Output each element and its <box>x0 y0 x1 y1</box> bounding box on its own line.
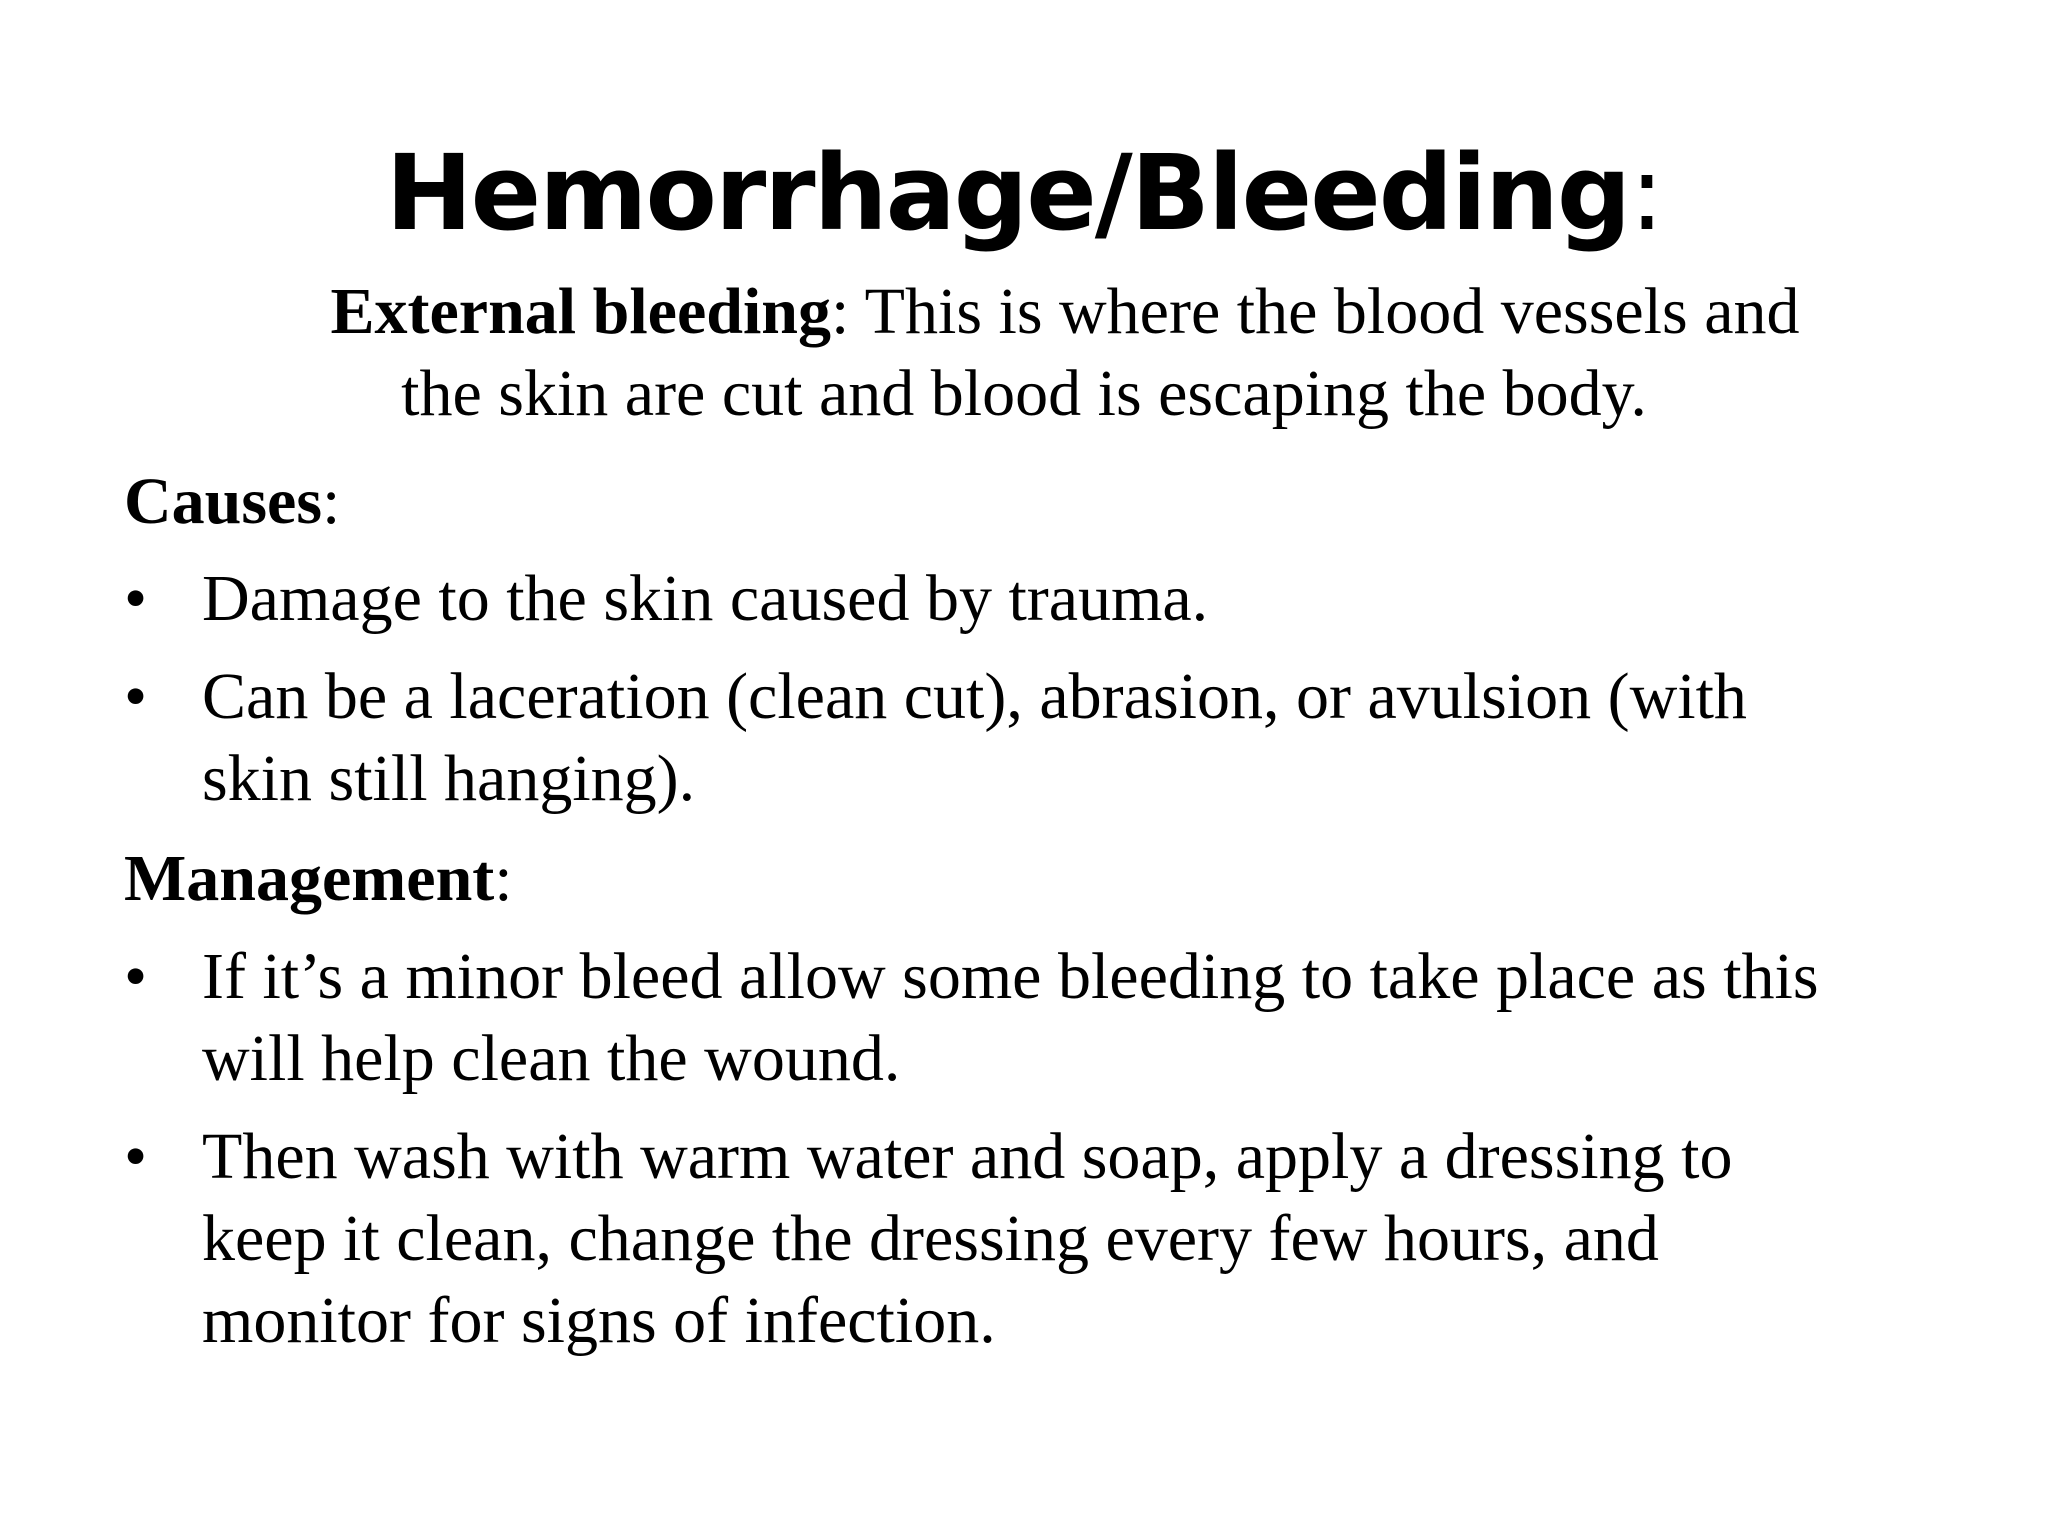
intro-line-1 <box>0 271 2048 353</box>
causes-item-2-line-2: skin still hanging). <box>202 742 696 815</box>
bullet-dot: • <box>124 562 148 635</box>
management-heading <box>124 838 513 920</box>
bullet-dot: • <box>124 1120 148 1193</box>
management-item-1-line-2: will help clean the wound. <box>202 1022 901 1095</box>
causes-item-1-line-1: Damage to the skin caused by trauma. <box>202 562 1209 635</box>
slide-title-text: Hemorrhage/Bleeding <box>385 132 1630 254</box>
bullet-dot: • <box>124 660 148 733</box>
management-item-2-line-3: monitor for signs of infection. <box>202 1284 996 1357</box>
management-heading-text: Management <box>124 842 495 915</box>
intro-term: External bleeding <box>330 275 832 348</box>
intro-line-1-rest: : This is where the blood vessels and <box>831 275 1800 348</box>
causes-heading <box>124 461 340 543</box>
intro-paragraph <box>0 271 2048 435</box>
causes-item-2-line-1: Can be a laceration (clean cut), abrasion, or avulsion (with <box>202 660 1747 733</box>
management-item-2-line-1: Then wash with warm water and soap, apply a dressing to <box>202 1120 1733 1193</box>
management-item-1-line-1: If it’s a minor bleed allow some bleeding to take place as this <box>202 940 1819 1013</box>
management-heading-colon: : <box>494 842 513 915</box>
causes-heading-text: Causes <box>124 465 323 538</box>
management-item-2-line-2: keep it clean, change the dressing every few hours, and <box>202 1202 1659 1275</box>
slide-title <box>0 128 2048 258</box>
bullet-dot: • <box>124 940 148 1013</box>
slide-title-colon: : <box>1629 132 1663 254</box>
intro-line-2: the skin are cut and blood is escaping the body. <box>401 357 1647 430</box>
causes-heading-colon: : <box>322 465 341 538</box>
